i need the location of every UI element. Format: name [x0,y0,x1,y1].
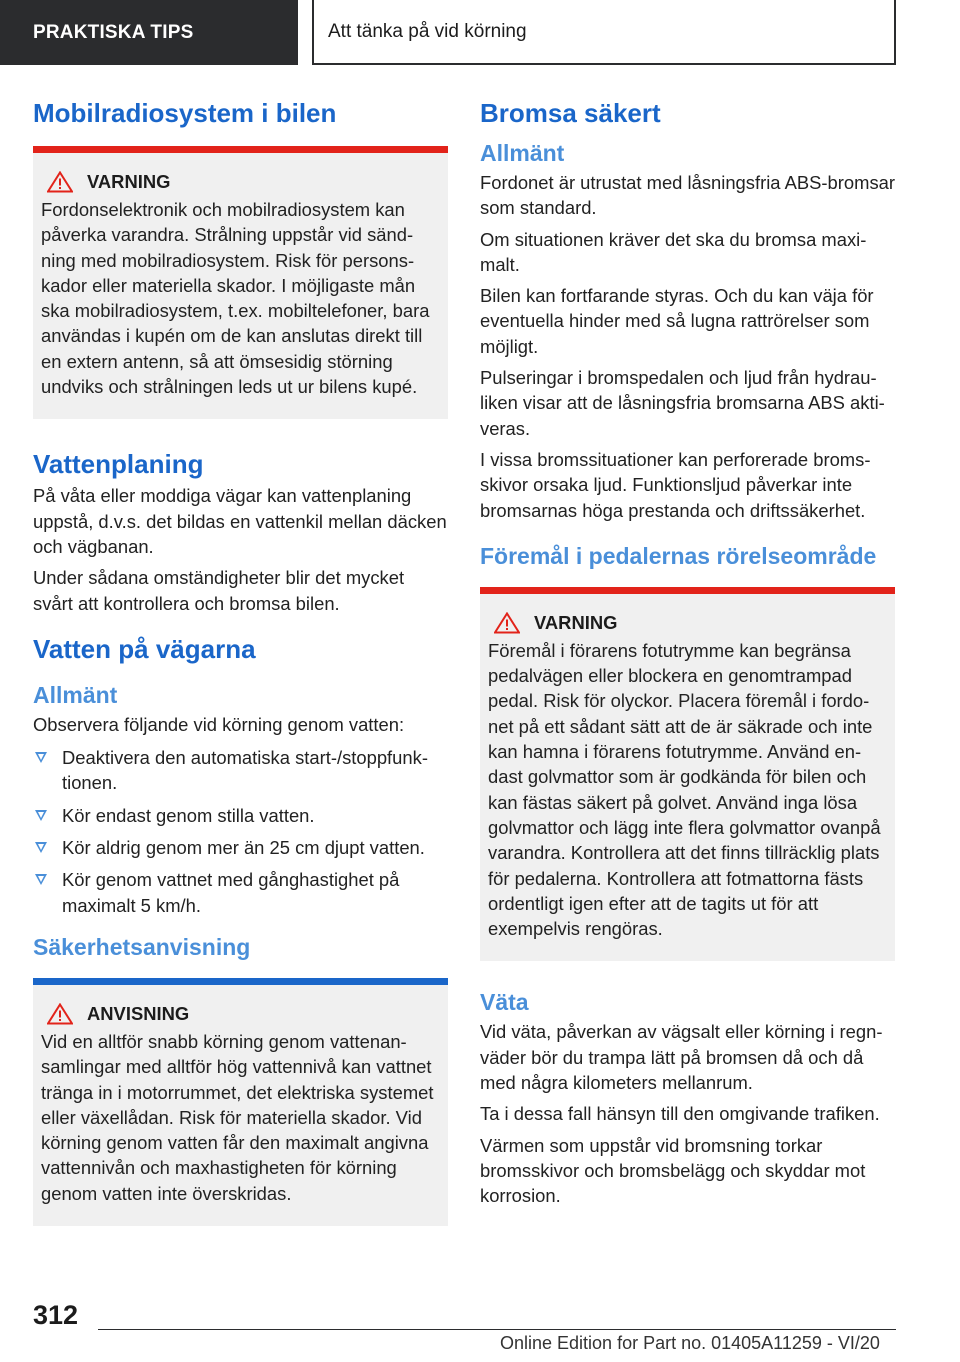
list-item: Deaktivera den automatiska start-/stoppfunktionen. [33,745,448,796]
list-item: Kör endast genom stilla vatten. [33,803,448,828]
section-tab [0,0,298,65]
heading-water-on-road: Vatten på vägarna [33,633,256,664]
aquaplaning-paragraph-2: Under sådana omständigheter blir det mycket svårt att kontrollera och bromsa bilen. [33,567,405,614]
brake-paragraph: Fordonet är utrustat med låsningsfria ABS-bromsar som standard. [480,172,895,219]
warning-text: Fordonselektronik och mobilradiosystem kan påverka varandra. Strålning uppstår vid sändning med mobilradiosystem. Risk för personskador eller materiella skador. I möjligaste mån ska mobilradiosystem, t.ex. mobiltelefoner, bara användas i kupén om de kan anslutas direkt till en extern antenn, så att ömsesidig störning undviks och strålningen leds ut ur bilens kupé. [41,199,430,398]
heading-aquaplaning: Vattenplaning [33,449,204,480]
warning-label: VARNING [534,611,618,633]
warning-box-radio [33,146,448,419]
wet-paragraph: Värmen som uppstår vid bromsning torkar bromsskivor och bromsbelägg och skyddar mot korrosion. [480,1134,866,1207]
footer-divider [98,1329,896,1330]
warning-title [47,171,440,193]
chapter-title: Att tänka på vid körning [328,20,527,42]
heading-mobile-radio: Mobilradiosystem i bilen [33,98,337,128]
water-intro: Observera följande vid körning genom vatten: [33,713,405,735]
bullet-triangle-icon [35,810,47,821]
section-title: PRAKTISKA TIPS [33,21,194,43]
page-number: 312 [33,1300,79,1330]
wet-paragraph: Vid väta, påverkan av vägsalt eller körning i regnväder bör du trampa lätt på bromsen då och då med några kilometers mellanrum. [480,1021,883,1094]
note-label: ANVISNING [87,1002,190,1024]
heading-brake-safely: Bromsa säkert [480,98,661,128]
right-column [480,96,895,1215]
note-box-water [33,978,448,1226]
note-title [47,1003,440,1025]
brake-paragraph: I vissa bromssituationer kan perforerade bromsskivor orsaka ljud. Funktionsljud påverkar inte bromsarnas höga prestanda och driftssäkerhet. [480,448,871,521]
heading-safety-note: Säkerhetsanvisning [33,933,251,960]
warning-triangle-icon [494,612,520,634]
brake-paragraph: Om situationen kräver det ska du bromsa maximalt. [480,228,867,275]
chapter-header [312,0,896,65]
warning-triangle-icon [47,171,73,193]
bullet-triangle-icon [35,752,47,763]
brake-paragraph: Bilen kan fortfarande styras. Och du kan väja för eventuella hinder med så lugna rattrörelser som möjligt. [480,285,874,357]
list-item: Kör aldrig genom mer än 25 cm djupt vatten. [33,835,448,860]
warning-label: VARNING [87,171,171,192]
list-item: Kör genom vattnet med gånghastighet på maximalt 5 km/h. [33,867,448,918]
bullet-triangle-icon [35,842,47,853]
note-text: Vid en alltför snabb körning genom vattenansamlingar med alltför hög vattennivå kan vattnet tränga in i motorrummet, det elektriska systemet eller växellådan. Risk för materiella skador. Vid körning genom vatten får den maximalt angivna vattennivån och maxhastigheten för körning genom vatten inte överskridas. [41,1030,434,1204]
bullet-triangle-icon [35,874,47,885]
heading-pedal-objects: Föremål i pedalernas rörelseområde [480,542,877,569]
subheading-general-brake: Allmänt [480,140,565,166]
wet-paragraph: Ta i dessa fall hänsyn till den omgivande trafiken. [480,1103,880,1125]
left-column [33,96,448,1226]
warning-text: Föremål i förarens fotutrymme kan begränsa pedalvägen eller blockera en genomtrampad pedal. Risk för olyckor. Placera föremål i fordonet på ett sådant sätt att de är säkrade och inte kan hamna i förarens fotutrymme. Använd endast golvmattor som är godkända för bilen och kan fästas säkert på golvet. Använd inga lösa golvmattor och lägg inte flera golvmattor ovanpå varandra. Kontrollera att det finns tillräcklig plats för pedalerna. Kontrollera att fotmattorna fästs ordentligt igen efter att de tagits ut för att exempelvis rengöras. [488,639,881,940]
warning-triangle-icon [47,1003,73,1025]
warning-box-pedal [480,587,895,962]
edition-text: Online Edition for Part no. 01405A11259 - VI/20 [500,1333,880,1353]
brake-paragraph: Pulseringar i bromspedalen och ljud från hydrauliken visar att de låsningsfria bromsarna ABS aktiveras. [480,367,885,439]
subheading-general: Allmänt [33,681,118,708]
subheading-wet: Väta [480,989,529,1016]
warning-title [494,612,887,634]
water-list [33,745,448,918]
aquaplaning-paragraph-1: På våta eller moddiga vägar kan vattenplaning uppstå, d.v.s. det bildas en vattenkil mellan däcken och vägbanan. [33,485,447,557]
